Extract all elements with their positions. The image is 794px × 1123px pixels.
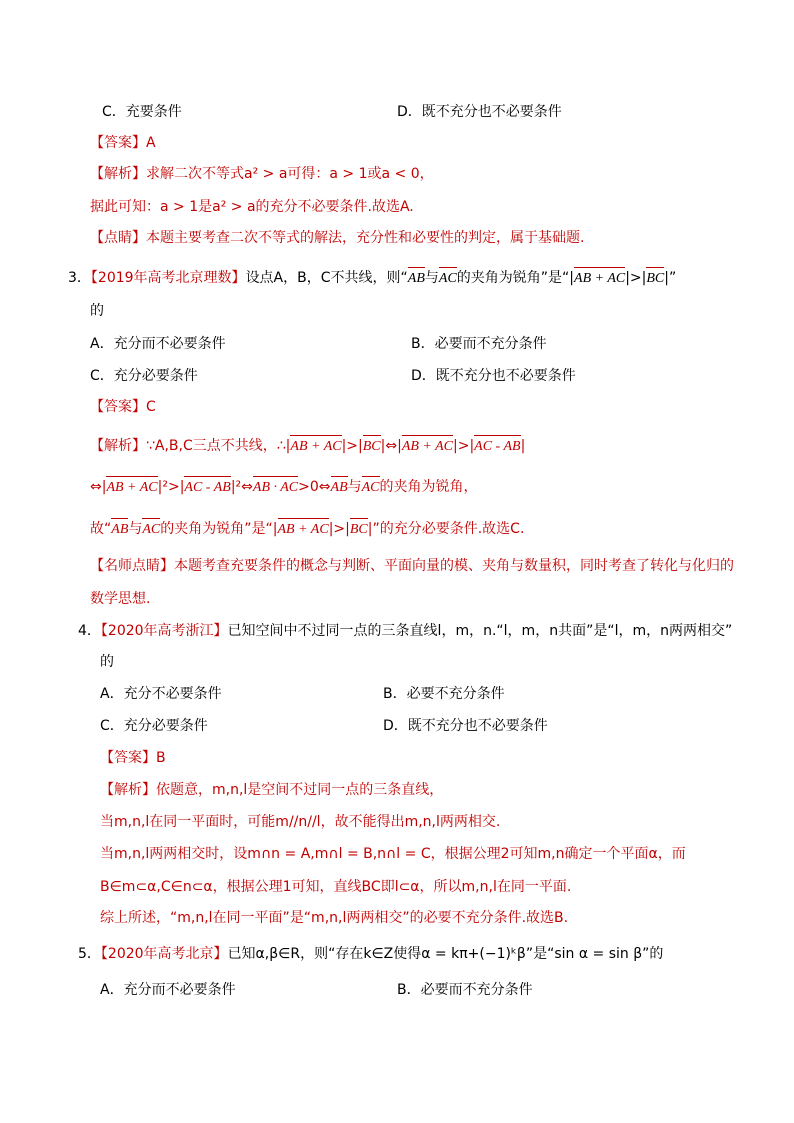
vector-ab: AB — [331, 478, 348, 498]
analysis-text: |⇔| — [380, 438, 402, 454]
q3-option-a: A．充分而不必要条件 — [90, 336, 226, 352]
analysis-tag: 【解析】 — [90, 166, 146, 182]
vector-ac: AC — [362, 478, 380, 498]
q4-option-a: A．充分不必要条件 — [100, 686, 222, 702]
q4-stem — [78, 621, 732, 641]
vector-bc: BC — [646, 269, 664, 289]
point-tag: 【点睛】 — [90, 230, 146, 246]
q4-option-d: D．既不充分也不必要条件 — [383, 718, 548, 734]
question-source: 【2020年高考北京】 — [100, 946, 228, 962]
q2-option-d: D．既不充分也不必要条件 — [397, 104, 562, 120]
q4-analysis-line2: 当m,n,l在同一平面时，可能m//n//l，故不能得出m,n,l两两相交. — [100, 814, 501, 830]
stem-text: 的夹角为锐角”是“| — [456, 270, 575, 286]
vector-bc: BC — [363, 437, 381, 457]
question-source: 【2019年高考北京理数】 — [90, 270, 246, 286]
analysis-text: 的夹角为锐角”是“| — [160, 521, 278, 537]
q3-tip-line1 — [90, 556, 734, 576]
analysis-text: |”的充分必要条件.故选C. — [367, 521, 525, 537]
q3-analysis-line3 — [90, 519, 524, 540]
q2-answer: 【答案】A — [90, 135, 156, 151]
tip-text: 本题考查充要条件的概念与判断、平面向量的模、夹角与数量积，同时考查了转化与化归的 — [174, 558, 734, 574]
vector-diff: AC - AB — [474, 437, 520, 457]
stem-text: 与 — [424, 270, 439, 286]
question-number: 5． — [78, 946, 101, 962]
q3-tip-line2: 数学思想. — [90, 591, 151, 607]
analysis-text: |>| — [328, 521, 350, 537]
q3-option-d: D．既不充分也不必要条件 — [411, 368, 576, 384]
question-source: 【2020年高考浙江】 — [100, 623, 228, 639]
stem-text: |” — [664, 270, 677, 286]
vector-sum: AB + AC — [106, 478, 157, 498]
analysis-text: 与 — [347, 479, 362, 495]
q4-analysis-line5: 综上所述，“m,n,l在同一平面”是“m,n,l两两相交”的必要不充分条件.故选B. — [100, 910, 569, 926]
q2-conclusion: 据此可知：a > 1是a² > a的充分不必要条件.故选A. — [90, 199, 414, 215]
analysis-tag: 【解析】 — [90, 438, 146, 454]
vector-ab: AB — [408, 269, 425, 289]
analysis-text: |>| — [453, 438, 475, 454]
q3-stem-wrap: 的 — [90, 303, 104, 319]
vector-sum: AB + AC — [402, 437, 453, 457]
q3-option-b: B．必要而不充分条件 — [411, 336, 547, 352]
vector-sum: AB + AC — [278, 520, 329, 540]
q2-point — [90, 228, 584, 248]
q3-stem — [68, 268, 676, 289]
analysis-text: 求解二次不等式a² > a可得：a > 1或a < 0， — [146, 166, 434, 182]
stem-text: 已知空间中不过同一点的三条直线l，m，n.“l，m，n共面”是“l，m，n两两相交” — [227, 623, 733, 639]
q4-analysis-line1 — [100, 780, 443, 800]
vector-ac: AC — [142, 520, 160, 540]
analysis-text: 与 — [128, 521, 143, 537]
q5-option-b: B．必要而不充分条件 — [397, 982, 533, 998]
vector-ab: AB — [111, 520, 128, 540]
q5-option-a: A．充分而不必要条件 — [100, 982, 236, 998]
analysis-text: 的夹角为锐角， — [379, 479, 478, 495]
question-number: 3． — [68, 270, 91, 286]
q4-option-c: C．充分必要条件 — [100, 718, 208, 734]
q4-answer: 【答案】B — [100, 750, 166, 766]
vector-ac: AC — [439, 269, 457, 289]
analysis-text: ⇔| — [90, 479, 107, 495]
analysis-tag: 【解析】 — [100, 782, 156, 798]
tip-tag: 【名师点睛】 — [90, 558, 174, 574]
vector-bc: BC — [350, 520, 368, 540]
q2-option-c: C．充要条件 — [102, 104, 182, 120]
analysis-text: |²⇔ — [230, 479, 253, 495]
q4-stem-wrap: 的 — [100, 654, 114, 670]
q3-analysis-line2 — [90, 477, 478, 498]
stem-text: 设点A，B，C不共线，则“ — [245, 270, 408, 286]
q4-option-b: B．必要不充分条件 — [383, 686, 505, 702]
stem-text: 已知α,β∈R，则“存在k∈Z使得α = kπ+(−1)ᵏβ”是“sin α = sin β”的 — [227, 946, 664, 962]
vector-diff: AC - AB — [184, 478, 230, 498]
stem-text: |>| — [625, 270, 647, 286]
analysis-text: ∵A,B,C三点不共线，∴| — [146, 438, 291, 454]
vector-sum: AB + AC — [290, 437, 341, 457]
q3-option-c: C．充分必要条件 — [90, 368, 198, 384]
analysis-text: |²>| — [157, 479, 185, 495]
q4-analysis-line4: B∈m⊂α,C∈n⊂α，根据公理1可知，直线BC即l⊂α，所以m,n,l在同一平面. — [100, 879, 572, 895]
analysis-text: 故“ — [90, 521, 112, 537]
q5-stem — [78, 944, 663, 964]
q4-analysis-line3: 当m,n,l两两相交时，设m∩n = A,m∩l = B,n∩l = C，根据公理2可知m,n确定一个平面α，而 — [100, 846, 686, 862]
analysis-text: | — [520, 438, 526, 454]
point-text: 本题主要考查二次不等式的解法，充分性和必要性的判定，属于基础题. — [146, 230, 585, 246]
question-number: 4． — [78, 623, 101, 639]
vector-sum: AB + AC — [574, 269, 625, 289]
q3-analysis-line1 — [90, 436, 525, 457]
q3-answer: 【答案】C — [90, 399, 156, 415]
q2-analysis — [90, 164, 434, 184]
analysis-text: >0⇔ — [298, 479, 331, 495]
vector-dot: AB · AC — [253, 478, 298, 498]
analysis-text: |>| — [341, 438, 363, 454]
analysis-text: 依题意，m,n,l是空间不过同一点的三条直线， — [156, 782, 444, 798]
